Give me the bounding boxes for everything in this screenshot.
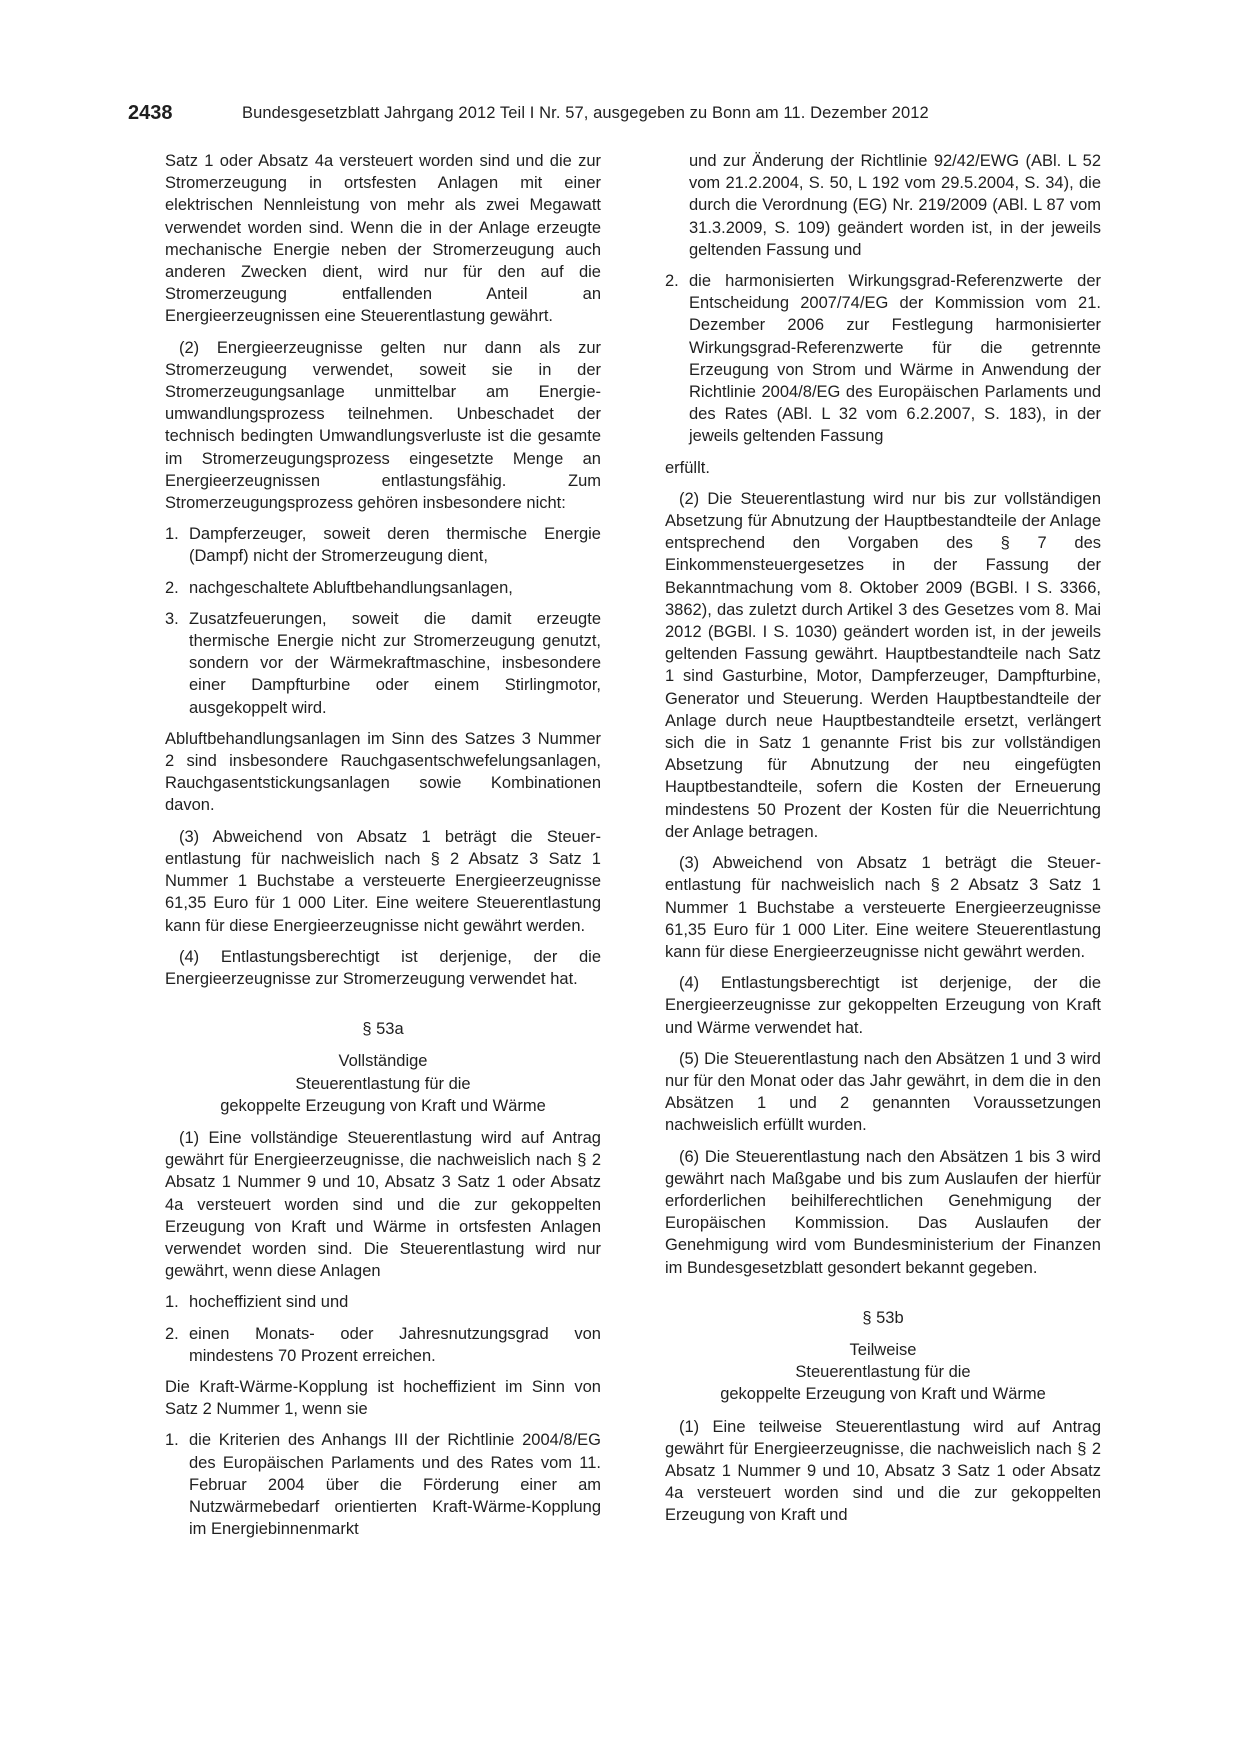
left-column <box>165 150 601 1549</box>
list-item <box>165 1323 601 1367</box>
paragraph: (6) Die Steuerentlastung nach den Absätzen 1 bis 3 wird gewährt nach Maßgabe und bis zum Auslaufen der hierfür erforderlichen beihilferechtlichen Genehmigung der Europäischen Kommission. Das Auslaufen der Genehmigung wird vom Bundesministerium der Finanzen im Bundesgesetzblatt gesondert bekannt gegeben. <box>665 1147 1101 1277</box>
list-text: hocheffizient sind und <box>189 1293 349 1312</box>
list-number: 2. <box>165 578 179 597</box>
section-title-line: Teilweise <box>849 1340 917 1359</box>
numbered-list <box>165 523 601 719</box>
section-title-line: Vollständige <box>338 1052 428 1071</box>
list-item <box>165 608 601 719</box>
list-text: Dampferzeuger, soweit deren thermische Energie (Dampf) nicht der Stromerzeugung dient, <box>189 525 601 566</box>
list-item <box>165 577 601 599</box>
section-title-line: Steuerentlastung für die <box>795 1363 971 1382</box>
list-text: die harmonisierten Wirkungsgrad-Referenzwerte der Entscheidung 2007/74/EG der Kommission vom 21. Dezember 2006 zur Festlegung harmonisierter Wirkungsgrad-Referenzwerte für die getrennte Erzeugung von Strom und Wärme in Anwendung der Richtlinie 2004/8/EG des Europäischen Parlaments und des Rates (ABl. L 32 vom 6.2.2007, S. 183), in der jeweils geltenden Fassung <box>689 272 1101 446</box>
section-title-line: gekoppelte Erzeugung von Kraft und Wärme <box>220 1096 546 1115</box>
list-item <box>165 523 601 567</box>
list-item-continued <box>665 150 1101 261</box>
list-item <box>165 1429 601 1540</box>
paragraph: Satz 1 oder Absatz 4a versteuert worden sind und die zur Stromerzeugung in ortsfesten Anlagen mit einer elektrischen Nennleistung von mehr als zwei Megawatt verwendet worden sind. Wenn die in der Anlage erzeugte mechanische Energie neben der Stromerzeugung auch anderen Zwecken dient, wird nur für den auf die Stromerzeugung entfallenden Anteil an Energieerzeugnissen eine Steuerentlastung gewährt. <box>165 152 601 326</box>
page-header <box>0 102 1241 132</box>
paragraph: (4) Entlastungsberechtigt ist derjenige, der die Energieerzeugnisse zur gekoppelten Erzeugung von Kraft und Wärme verwendet hat. <box>665 974 1101 1037</box>
paragraph: (1) Eine vollständige Steuerentlastung wird auf Antrag gewährt für Energieerzeugnisse, die nachweislich nach § 2 Absatz 1 Nummer 9 und 10, Absatz 3 Satz 1 oder Absatz 4a versteuert worden sind und die zur gekoppelten Erzeugung von Kraft und Wärme in ortsfesten Anlagen verwendet worden sind. Die Steuerentlastung wird nur gewährt, wenn diese Anlagen <box>165 1128 601 1281</box>
section-title-line: Steuerentlastung für die <box>295 1074 471 1093</box>
paragraph: erfüllt. <box>665 458 710 477</box>
list-text: einen Monats- oder Jahresnutzungsgrad von mindestens 70 Prozent erreichen. <box>189 1324 601 1365</box>
list-item <box>165 1291 601 1313</box>
section-number: § 53b <box>862 1308 904 1327</box>
paragraph: (1) Eine teilweise Steuerentlastung wird auf Antrag gewährt für Energieerzeugnisse, die nachweislich nach § 2 Absatz 1 Nummer 9 und 10, Absatz 3 Satz 1 oder Absatz 4a versteuert worden sind und die zur gekoppelten Erzeugung von Kraft und <box>665 1417 1101 1525</box>
list-number: 1. <box>165 1293 179 1312</box>
list-number: 1. <box>165 525 179 544</box>
list-text: und zur Änderung der Richtlinie 92/42/EWG (ABl. L 52 vom 21.2.2004, S. 50, L 192 vom 29.5.2004, S. 34), die durch die Verordnung (EG) Nr. 219/2009 (ABl. L 87 vom 31.3.2009, S. 109) geändert worden ist, in der jeweils geltenden Fassung und <box>689 152 1101 259</box>
list-number: 2. <box>165 1324 179 1343</box>
list-text: Zusatzfeuerungen, soweit die damit erzeugte thermische Energie nicht zur Stromerzeugung genutzt, sondern vor der Wärmekraftmaschine, insbesondere einer Dampfturbine oder einem Stirlingmotor, ausgekoppelt wird. <box>189 609 601 717</box>
paragraph: (5) Die Steuerentlastung nach den Absätzen 1 und 3 wird nur für den Monat oder das Jahr gewährt, in dem die in den Absätzen 1 und 2 genannten Voraussetzungen nachweislich erfüllt wurden. <box>665 1049 1101 1135</box>
list-number: 1. <box>165 1431 179 1450</box>
section-heading-53b <box>665 1307 1101 1406</box>
paragraph: (4) Entlastungsberechtigt ist derjenige, der die Energieerzeugnisse zur Stromerzeugung verwendet hat. <box>165 947 601 988</box>
list-item <box>665 270 1101 448</box>
paragraph: (2) Die Steuerentlastung wird nur bis zur vollständigen Absetzung für Abnutzung der Hauptbestandteile der Anlage entsprechend den Vorgaben des § 7 des Einkommensteuergesetzes in der Fassung der Bekanntmachung vom 8. Oktober 2009 (BGBl. I S. 3366, 3862), das zuletzt durch Artikel 3 des Gesetzes vom 8. Mai 2012 (BGBl. I S. 1030) geändert worden ist, in der jeweils geltenden Fassung gewährt. Hauptbestandteile nach Satz 1 sind Gasturbine, Motor, Dampferzeuger, Dampfturbine, Generator und Steuerung. Werden Hauptbestandteile der Anlage durch neue Hauptbestandteile ersetzt, verlängert sich die in Satz 1 genannte Frist bis zur vollständigen Absetzung für Abnutzung der neu eingefügten Hauptbestandteile, sofern die Kosten der Erneuerung mindestens 50 Prozent der Kosten für die Neuerrichtung der Anlage betragen. <box>665 489 1101 841</box>
gazette-title: Bundesgesetzblatt Jahrgang 2012 Teil I Nr. 57, ausgegeben zu Bonn am 11. Dezember 2012 <box>242 104 929 122</box>
page-number: 2438 <box>128 102 173 124</box>
section-title-line: gekoppelte Erzeugung von Kraft und Wärme <box>720 1385 1046 1404</box>
section-number: § 53a <box>362 1020 404 1039</box>
paragraph: (3) Abweichend von Absatz 1 beträgt die Steuerentlastung für nachweislich nach § 2 Absatz 3 Satz 1 Nummer 1 Buchstabe a versteuerte Energieerzeugnisse 61,35 Euro für 1 000 Liter. Eine weitere Steuerentlastung kann für diese Energieerzeugnisse nicht gewährt werden. <box>665 854 1101 961</box>
list-text: nachgeschaltete Abluftbehandlungsanlagen, <box>189 578 513 597</box>
paragraph: Die Kraft-Wärme-Kopplung ist hocheffizient im Sinn von Satz 2 Nummer 1, wenn sie <box>165 1377 601 1419</box>
list-number: 3. <box>165 609 179 628</box>
list-number: 2. <box>665 272 679 291</box>
right-column <box>665 150 1101 1536</box>
paragraph: (2) Energieerzeugnisse gelten nur dann als zur Stromerzeugung verwendet, soweit sie in der Stromerzeugungsanlage unmittelbar am Energieumwandlungsprozess teilnehmen. Unbeschadet der technisch bedingten Umwandlungsverluste ist die gesamte im Stromerzeugungsprozess eingesetzte Menge an Energieerzeugnissen entlastungsfähig. Zum Stromerzeugungsprozess gehören insbesondere nicht: <box>165 338 601 513</box>
numbered-list <box>665 270 1101 448</box>
paragraph: (3) Abweichend von Absatz 1 beträgt die Steuerentlastung für nachweislich nach § 2 Absatz 3 Satz 1 Nummer 1 Buchstabe a versteuerte Energieerzeugnisse 61,35 Euro für 1 000 Liter. Eine weitere Steuerentlastung kann für diese Energieerzeugnisse nicht gewährt werden. <box>165 827 601 935</box>
list-text: die Kriterien des Anhangs III der Richtlinie 2004/8/EG des Europäischen Parlaments und des Rates vom 11. Februar 2004 über die Förderung einer am Nutzwärmebedarf orientierten Kraft-Wärme-Kopplung im Energiebinnenmarkt <box>189 1431 601 1539</box>
numbered-list <box>165 1429 601 1540</box>
numbered-list <box>165 1291 601 1367</box>
paragraph: Abluftbehandlungsanlagen im Sinn des Satzes 3 Nummer 2 sind insbesondere Rauchgasentschwefelungsanlagen, Rauchgasentstickungsanlagen sowie Kombinationen davon. <box>165 729 601 815</box>
section-heading-53a <box>165 1018 601 1117</box>
